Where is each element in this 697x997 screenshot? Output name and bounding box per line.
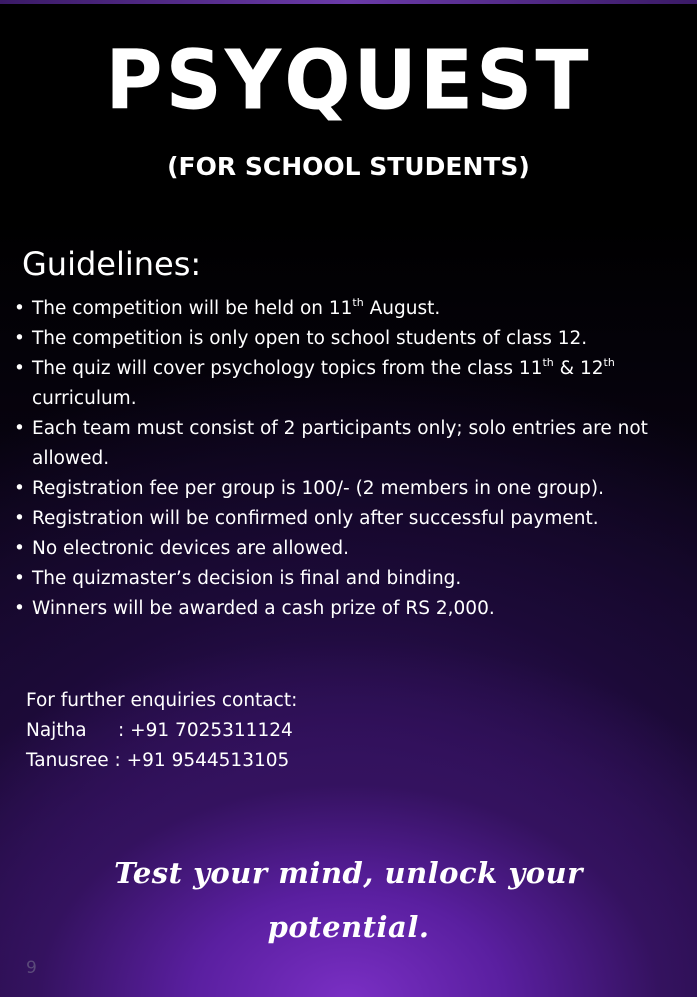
- bullet-icon: •: [14, 418, 25, 439]
- guideline-text: Registration will be confirmed only after successful payment.: [32, 508, 599, 529]
- bullet-icon: •: [14, 478, 25, 499]
- guideline-item: [14, 474, 684, 504]
- guideline-text: allowed.: [32, 448, 110, 469]
- guideline-text: The competition is only open to school students of class 12.: [32, 328, 588, 349]
- guideline-text: & 12: [553, 358, 604, 379]
- guideline-item: [14, 564, 684, 594]
- guideline-text: The competition will be held on 11: [32, 298, 353, 319]
- contact-section: [26, 686, 297, 776]
- bullet-icon: •: [14, 328, 25, 349]
- guideline-item: [14, 414, 684, 474]
- bullet-icon: •: [14, 298, 25, 319]
- contact-row: [26, 716, 297, 746]
- contact-phone: +91 9544513105: [126, 750, 290, 771]
- guideline-text: No electronic devices are allowed.: [32, 538, 349, 559]
- guideline-item: [14, 534, 684, 564]
- contact-name: Tanusree: [26, 750, 109, 771]
- contact-heading: For further enquiries contact:: [26, 690, 298, 711]
- guideline-superscript: th: [542, 356, 554, 369]
- guideline-text: Registration fee per group is 100/- (2 members in one group).: [32, 478, 605, 499]
- bullet-icon: •: [14, 508, 25, 529]
- tagline-line: Test your mind, unlock your: [114, 856, 583, 890]
- guideline-superscript: th: [352, 296, 364, 309]
- contact-separator: :: [114, 750, 121, 771]
- guideline-item: [14, 504, 684, 534]
- contact-name: Najtha: [26, 720, 87, 741]
- bullet-icon: •: [14, 568, 25, 589]
- poster-subtitle: (FOR SCHOOL STUDENTS): [167, 152, 530, 181]
- page-number: 9: [26, 958, 37, 978]
- top-accent-bar: [0, 0, 697, 4]
- guideline-text: Each team must consist of 2 participants only; solo entries are not: [32, 418, 648, 439]
- guideline-item: [14, 294, 684, 324]
- guidelines-heading: Guidelines:: [22, 245, 202, 283]
- bullet-icon: •: [14, 598, 25, 619]
- guideline-item: [14, 594, 684, 624]
- guideline-item: [14, 354, 684, 414]
- guideline-superscript: th: [603, 356, 615, 369]
- poster-title: PSYQUEST: [105, 33, 592, 129]
- contact-separator: :: [118, 720, 125, 741]
- contact-phone: +91 7025311124: [130, 720, 293, 741]
- guideline-item: [14, 324, 684, 354]
- contact-row: [26, 746, 297, 776]
- tagline-line: potential.: [267, 910, 430, 944]
- bullet-icon: •: [14, 358, 25, 379]
- guideline-text: The quizmaster’s decision is final and binding.: [32, 568, 462, 589]
- guideline-text: The quiz will cover psychology topics from the class 11: [32, 358, 543, 379]
- guideline-text: curriculum.: [32, 388, 137, 409]
- guideline-text: Winners will be awarded a cash prize of RS 2,000.: [32, 598, 495, 619]
- bullet-icon: •: [14, 538, 25, 559]
- guidelines-list: [14, 294, 684, 624]
- guideline-text: August.: [363, 298, 441, 319]
- tagline: [0, 846, 697, 954]
